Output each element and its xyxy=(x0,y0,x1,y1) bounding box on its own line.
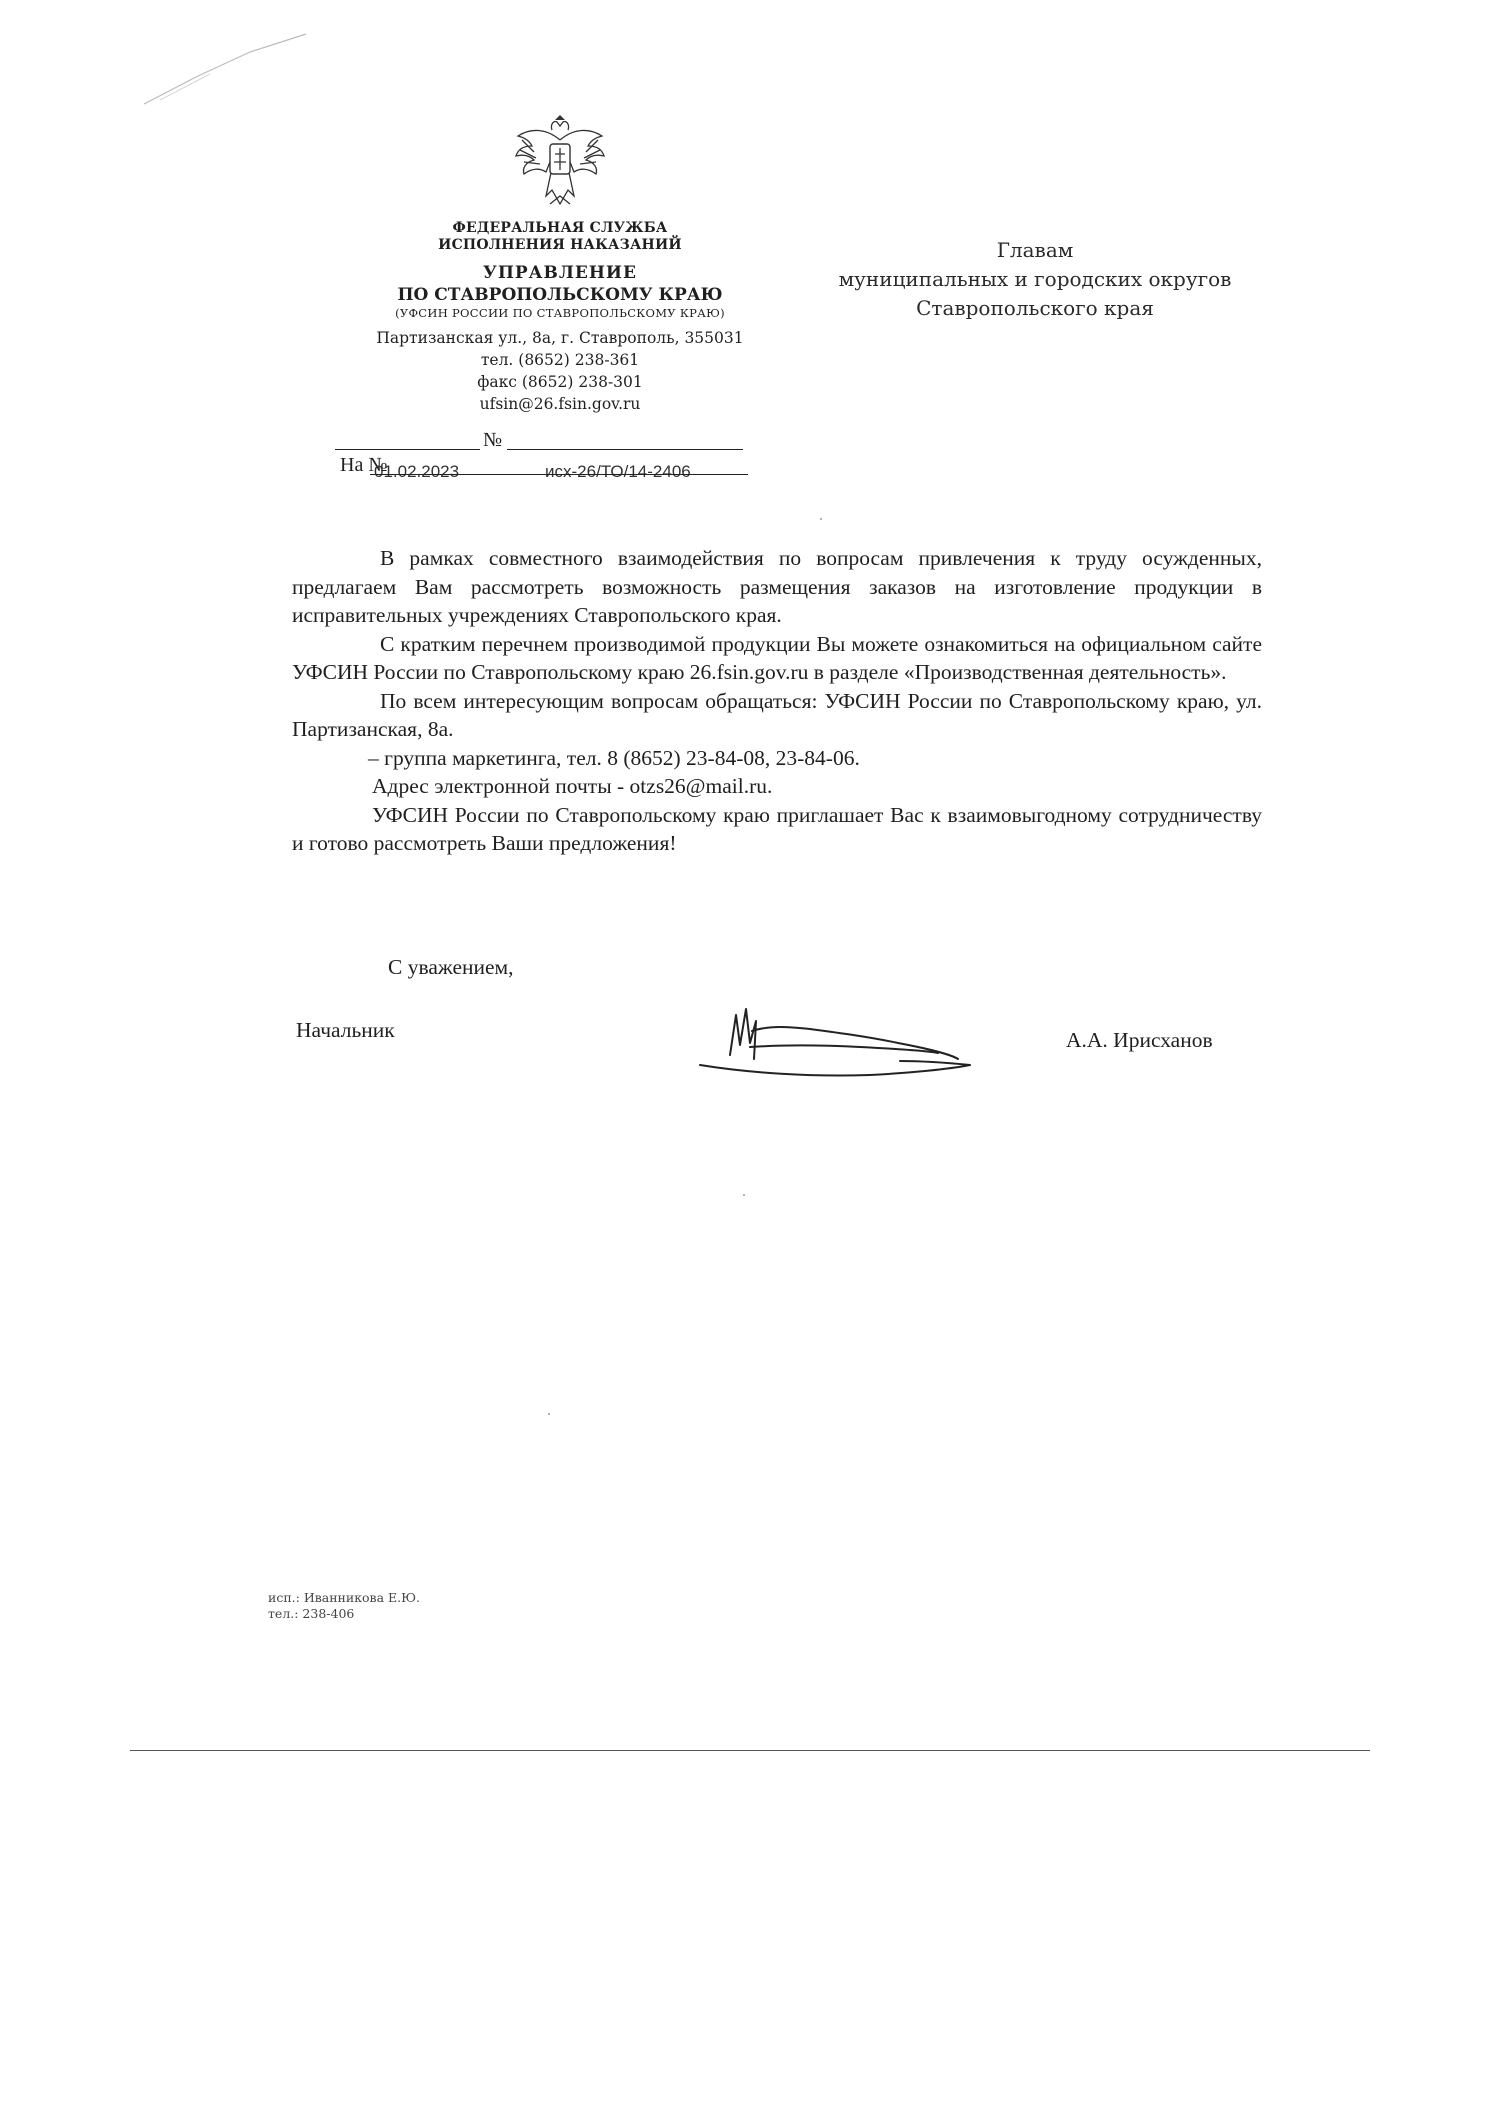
postal-address: Партизанская ул., 8а, г. Ставрополь, 355031 xyxy=(376,329,744,347)
reference-underline xyxy=(370,474,748,475)
reference-number: исх-26/ТО/14-2406 xyxy=(545,462,691,481)
body-paragraph-1: В рамках совместного взаимодействия по вопросам привлечения к труду осужденных, предлагаем Вам рассмотреть возможность размещения заказов на изготовление продукции в исправительных учреждениях Ставропольского края. xyxy=(292,546,1262,627)
body-paragraph-2: С кратким перечнем производимой продукции Вы можете ознакомиться на официальном сайте УФСИН России по Ставропольскому краю 26.fsin.gov.ru в разделе «Производственная деятельность». xyxy=(292,631,1262,684)
signer-name: А.А. Ирисханов xyxy=(1066,1028,1213,1052)
page-bottom-rule xyxy=(130,1750,1370,1751)
body-paragraph-invitation: УФСИН России по Ставропольскому краю приглашает Вас к взаимовыгодному сотрудничеству и готово рассмотреть Ваши предложения! xyxy=(292,802,1262,855)
reference-date: 01.02.2023 xyxy=(374,462,460,481)
addressee-line-2: муниципальных и городских округов xyxy=(838,267,1232,291)
closing-greeting: С уважением, xyxy=(388,955,514,979)
fax-number: факс (8652) 238-301 xyxy=(477,373,643,391)
letterhead xyxy=(320,110,800,415)
letter-body xyxy=(292,544,1262,858)
reference-row xyxy=(340,454,750,488)
body-paragraph-3: По всем интересующим вопросам обращаться: УФСИН России по Ставропольскому краю, ул. Партизанская, 8а. xyxy=(292,688,1262,741)
scan-dot xyxy=(548,1413,550,1415)
number-blank-line xyxy=(507,449,743,450)
executor-info xyxy=(268,1590,420,1622)
executor-phone: тел.: 238-406 xyxy=(268,1606,355,1621)
org-name-line-2: ИСПОЛНЕНИЯ НАКАЗАНИЙ xyxy=(438,237,682,253)
addressee-block xyxy=(790,236,1280,323)
addressee-line-1: Главам xyxy=(996,238,1074,262)
reference-label: На № xyxy=(340,454,388,476)
addressee-line-3: Ставропольского края xyxy=(916,296,1154,320)
department-line-1: УПРАВЛЕНИЕ xyxy=(483,263,637,283)
department-abbreviation: (УФСИН РОССИИ ПО СТАВРОПОЛЬСКОМУ КРАЮ) xyxy=(395,306,725,320)
signer-position: Начальник xyxy=(296,1018,395,1042)
department-line-2: ПО СТАВРОПОЛЬСКОМУ КРАЮ xyxy=(397,285,723,305)
scan-artifact-stroke xyxy=(140,30,310,110)
org-name-line-1: ФЕДЕРАЛЬНАЯ СЛУЖБА xyxy=(452,220,668,236)
registration-number-row xyxy=(335,426,745,452)
executor-name: исп.: Иванникова Е.Ю. xyxy=(268,1590,420,1605)
email-address: ufsin@26.fsin.gov.ru xyxy=(479,395,641,413)
body-email-line: Адрес электронной почты - otzs26@mail.ru. xyxy=(372,774,773,798)
body-contact-item: – группа маркетинга, тел. 8 (8652) 23-84-08, 23-84-06. xyxy=(368,745,860,770)
scan-dot xyxy=(820,518,822,520)
date-blank-line xyxy=(335,449,480,450)
phone-number: тел. (8652) 238-361 xyxy=(480,351,640,369)
handwritten-signature xyxy=(690,985,980,1085)
scan-dot xyxy=(743,1194,745,1196)
number-sign: № xyxy=(483,429,503,451)
double-headed-eagle-emblem-icon xyxy=(510,110,610,210)
